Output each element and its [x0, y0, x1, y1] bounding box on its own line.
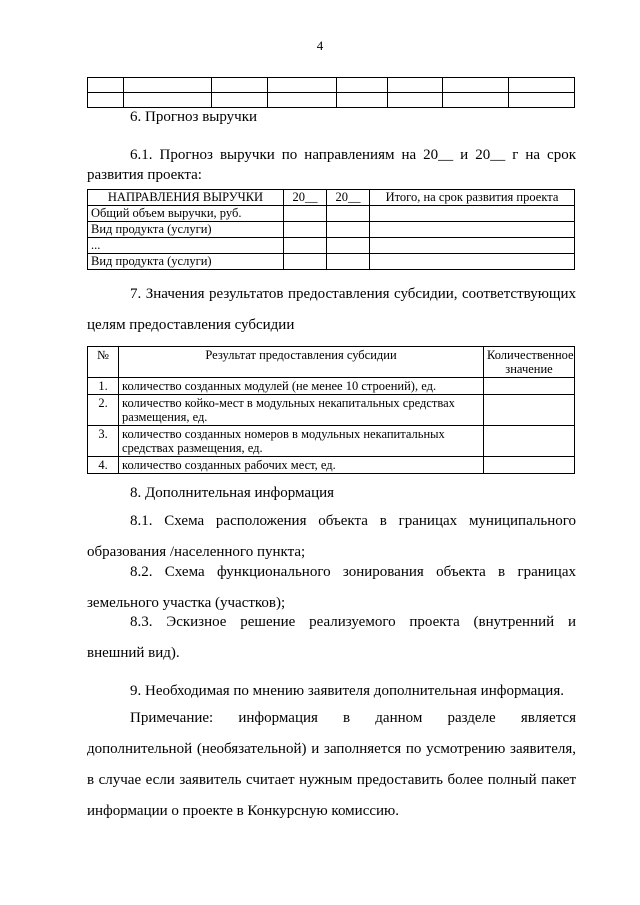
table-cell	[327, 222, 370, 238]
table-row	[88, 378, 575, 395]
table-cell: количество созданных номеров в модульных некапитальных средствах размещения, ед.	[119, 426, 484, 457]
column-header: 20__	[284, 190, 327, 206]
table-cell	[484, 457, 575, 474]
section-8-1-paragraph: 8.1. Схема расположения объекта в границах муниципального образования /населенного пункта;	[87, 513, 576, 560]
page-number: 4	[316, 38, 324, 53]
table-cell	[327, 254, 370, 270]
table-cell	[370, 238, 575, 254]
column-header: Количественное значение	[484, 347, 575, 378]
table-cell: количество созданных рабочих мест, ед.	[119, 457, 484, 474]
table-row	[88, 254, 575, 270]
table-cell	[327, 206, 370, 222]
table-cell	[484, 426, 575, 457]
table-header-row	[88, 190, 575, 206]
table-cell	[370, 254, 575, 270]
table-cell: Общий объем выручки, руб.	[88, 206, 284, 222]
column-header: 20__	[327, 190, 370, 206]
section-6-heading: 6. Прогноз выручки	[130, 109, 258, 125]
column-header: Итого, на срок развития проекта	[370, 190, 575, 206]
column-header: №	[88, 347, 119, 378]
table-header-row	[88, 347, 575, 378]
table-row	[88, 206, 575, 222]
row-number: 3.	[88, 426, 119, 457]
table-row	[88, 93, 575, 108]
table-cell	[484, 378, 575, 395]
table-cell	[284, 238, 327, 254]
row-number: 4.	[88, 457, 119, 474]
section-8-heading: 8. Дополнительная информация	[130, 485, 335, 501]
section-6-1-paragraph: 6.1. Прогноз выручки по направлениям на 20__ и 20__ г на срок развития проекта:	[87, 147, 576, 183]
column-header: Результат предоставления субсидии	[119, 347, 484, 378]
revenue-forecast-table	[87, 189, 575, 270]
column-header: НАПРАВЛЕНИЯ ВЫРУЧКИ	[88, 190, 284, 206]
section-8-3-paragraph: 8.3. Эскизное решение реализуемого проекта (внутренний и внешний вид).	[87, 614, 576, 661]
section-7-heading: 7. Значения результатов предоставления субсидии, соответствующих целям предоставления субсидии	[87, 286, 576, 333]
table-cell	[284, 206, 327, 222]
table-cell: количество койко-мест в модульных некапитальных средствах размещения, ед.	[119, 395, 484, 426]
table-row	[88, 222, 575, 238]
table-row	[88, 395, 575, 426]
note-paragraph: Примечание: информация в данном разделе является дополнительной (необязательной) и заполняется по усмотрению заявителя, в случае если заявитель считает нужным предоставить более полный пакет информации о проекте в Конкурсную комиссию.	[87, 710, 576, 819]
table-row	[88, 426, 575, 457]
table-cell: количество созданных модулей (не менее 10 строений), ед.	[119, 378, 484, 395]
table-cell	[327, 238, 370, 254]
table-cell: ...	[88, 238, 284, 254]
section-9-heading: 9. Необходимая по мнению заявителя дополнительная информация.	[130, 683, 564, 699]
table-row	[88, 457, 575, 474]
table-cell	[484, 395, 575, 426]
table-cell	[284, 222, 327, 238]
table-cell	[284, 254, 327, 270]
table-cell	[370, 206, 575, 222]
table-cell: Вид продукта (услуги)	[88, 254, 284, 270]
row-number: 1.	[88, 378, 119, 395]
row-number: 2.	[88, 395, 119, 426]
table-row	[88, 78, 575, 93]
subsidy-results-table	[87, 346, 575, 474]
table-cell	[370, 222, 575, 238]
previous-table-fragment	[87, 77, 575, 108]
table-cell: Вид продукта (услуги)	[88, 222, 284, 238]
section-8-2-paragraph: 8.2. Схема функционального зонирования объекта в границах земельного участка (участков);	[87, 564, 576, 611]
table-row	[88, 238, 575, 254]
